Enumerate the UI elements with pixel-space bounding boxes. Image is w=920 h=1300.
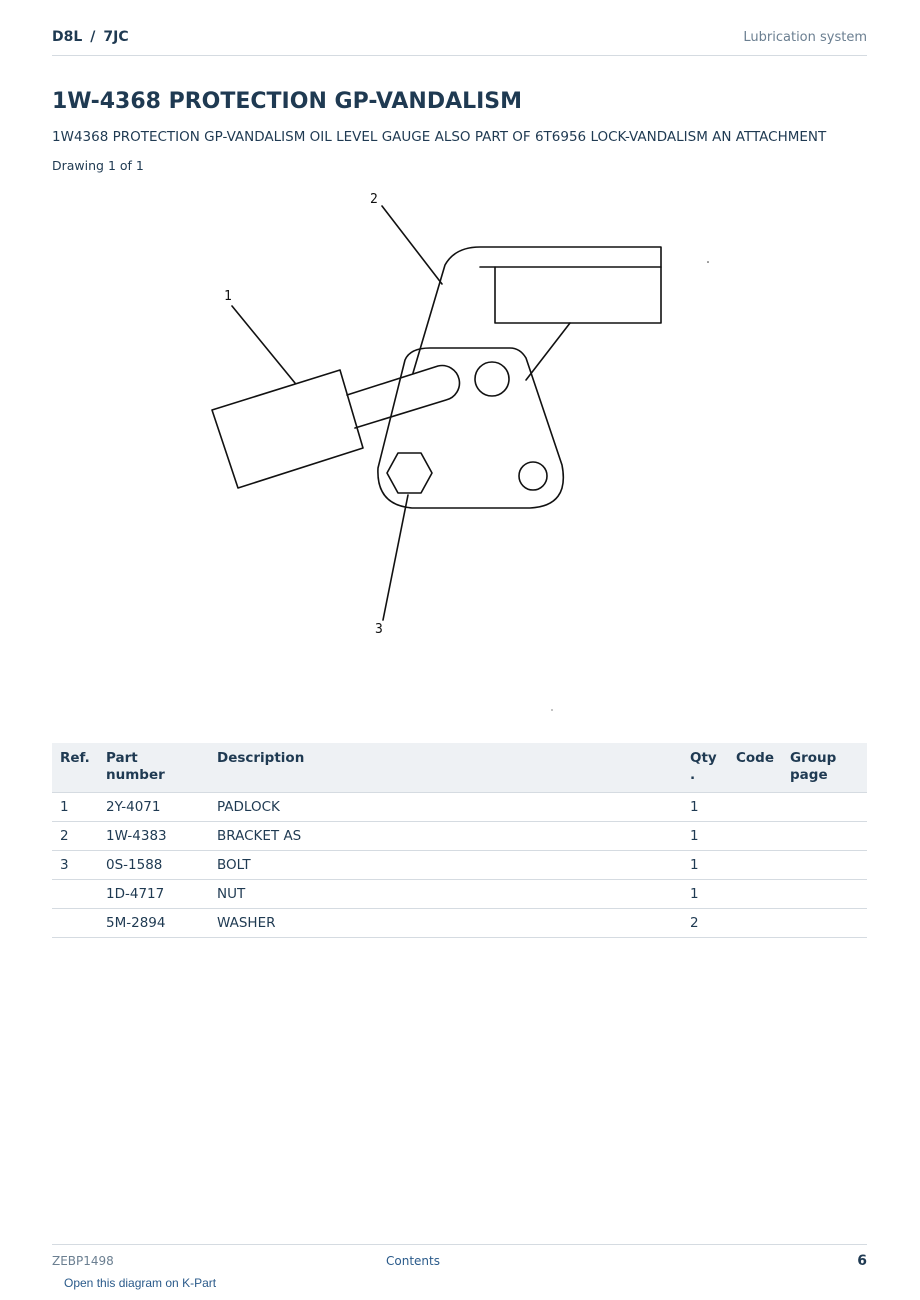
page-subtitle: 1W4368 PROTECTION GP-VANDALISM OIL LEVEL GAUGE ALSO PART OF 6T6956 LOCK-VANDALISM AN ATTACHMENT [52,129,827,145]
cell-code [728,851,782,880]
cell-ref: 1 [52,793,98,822]
cell-part-number[interactable]: 2Y-4071 [98,793,209,822]
table-header-row [52,743,867,793]
contents-link[interactable]: Contents [386,1254,440,1268]
padlock-shackle [347,366,459,428]
page-footer [52,1244,867,1275]
cell-ref [52,909,98,938]
padlock-body [212,370,363,488]
table-row [52,880,867,909]
leader-line-1 [232,306,295,383]
cell-part-number[interactable]: 0S-1588 [98,851,209,880]
qty-header-line1: Qty [690,750,717,766]
cell-qty: 2 [682,909,728,938]
cell-group-page [782,793,867,822]
column-header-ref: Ref. [52,743,98,793]
open-in-kpart-link[interactable]: Open this diagram on K-Part [64,1276,217,1290]
column-header-group-page [782,743,867,793]
cell-ref: 3 [52,851,98,880]
bracket-hole-upper [475,362,509,396]
table-row [52,909,867,938]
cell-part-number[interactable]: 1D-4717 [98,880,209,909]
table-row [52,851,867,880]
breadcrumb [52,29,129,45]
qty-header-line2: . [690,767,696,783]
cell-code [728,909,782,938]
cell-group-page [782,851,867,880]
callout-3: 3 [375,622,383,637]
cell-group-page [782,822,867,851]
group-header-line2: page [790,767,828,783]
callout-1: 1 [224,289,232,304]
breadcrumb-serial-prefix[interactable]: 7JC [103,29,129,45]
cell-code [728,880,782,909]
callout-2: 2 [370,192,378,207]
bracket-plate [378,348,563,508]
document-id: ZEBP1498 [52,1254,114,1268]
bracket-web [526,323,570,380]
column-header-qty [682,743,728,793]
cell-description: NUT [209,880,682,909]
bracket-hole-lower [519,462,547,490]
cell-qty: 1 [682,822,728,851]
cell-ref: 2 [52,822,98,851]
cell-code [728,793,782,822]
leader-line-3 [383,495,408,620]
breadcrumb-separator: / [90,29,96,45]
speck [551,709,552,710]
cell-qty: 1 [682,880,728,909]
cell-part-number[interactable]: 5M-2894 [98,909,209,938]
cell-description: PADLOCK [209,793,682,822]
column-header-part-number: Part number [98,743,209,793]
cell-group-page [782,909,867,938]
cell-description: BOLT [209,851,682,880]
cell-qty: 1 [682,793,728,822]
column-header-description: Description [209,743,682,793]
section-name: Lubrication system [743,30,867,45]
page-number: 6 [857,1253,867,1269]
speck [707,261,709,263]
page-title: 1W-4368 PROTECTION GP-VANDALISM [52,89,523,114]
cell-code [728,822,782,851]
leader-line-2 [382,206,442,284]
column-header-code: Code [728,743,782,793]
cell-qty: 1 [682,851,728,880]
bracket-arm [413,247,661,373]
parts-diagram [200,180,720,720]
page-header [52,28,867,56]
parts-table [52,743,867,938]
cell-description: BRACKET AS [209,822,682,851]
cell-part-number[interactable]: 1W-4383 [98,822,209,851]
bolt-head [387,453,432,493]
breadcrumb-model[interactable]: D8L [52,29,83,45]
cell-ref [52,880,98,909]
cell-group-page [782,880,867,909]
group-header-line1: Group [790,750,837,766]
cell-description: WASHER [209,909,682,938]
table-row [52,822,867,851]
table-row [52,793,867,822]
drawing-caption: Drawing 1 of 1 [52,158,144,173]
